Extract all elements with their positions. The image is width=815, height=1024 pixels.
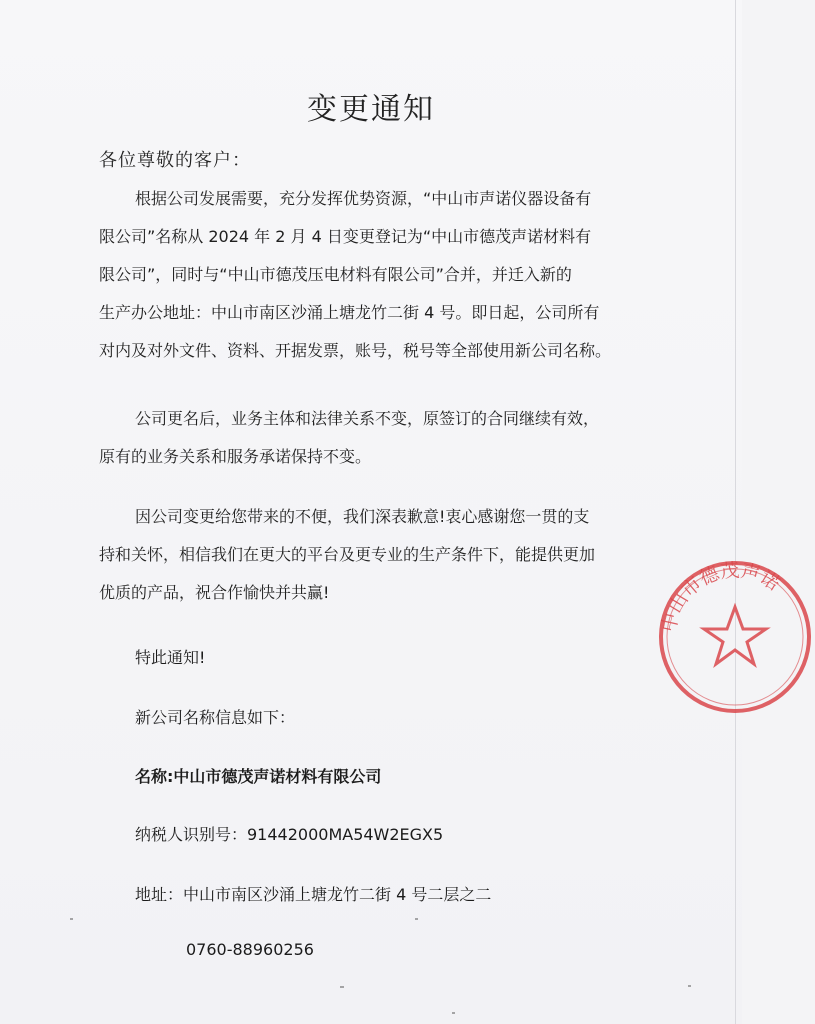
- paragraph-line: 原有的业务关系和服务承诺保持不变。: [99, 447, 372, 466]
- special-notice: 特此通知!: [135, 648, 206, 667]
- paragraph-line: 限公司”，同时与“中山市德茂压电材料有限公司”合并，并迁入新的: [99, 265, 572, 284]
- paragraph-line: 因公司变更给您带来的不便，我们深表歉意!衷心感谢您一贯的支: [135, 507, 590, 526]
- scan-speck: [688, 985, 691, 987]
- paragraph-line: 对内及对外文件、资料、开据发票，账号，税号等全部使用新公司名称。: [99, 341, 612, 360]
- company-name: 名称:中山市德茂声诺材料有限公司: [135, 767, 382, 786]
- paragraph-line: 公司更名后，业务主体和法律关系不变，原签订的合同继续有效，: [135, 409, 600, 428]
- scan-speck: [340, 986, 344, 988]
- paragraph-line: 优质的产品，祝合作愉快并共赢!: [99, 583, 330, 602]
- paragraph-line: 根据公司发展需要，充分发挥优势资源，“中山市声诺仪器设备有: [135, 189, 592, 208]
- paragraph-2: [99, 400, 637, 476]
- scan-speck: [70, 918, 73, 920]
- paragraph-line: 持和关怀，相信我们在更大的平台及更专业的生产条件下，能提供更加: [99, 545, 596, 564]
- paragraph-1: [99, 180, 637, 370]
- phone-number: 0760-88960256: [186, 940, 314, 959]
- scan-speck: [452, 1012, 455, 1014]
- greeting: 各位尊敬的客户：: [99, 150, 251, 171]
- address: 地址：中山市南区沙涌上塘龙竹二街 4 号二层之二: [135, 885, 492, 904]
- document-title: 变更通知: [307, 92, 435, 127]
- paragraph-line: 生产办公地址：中山市南区沙涌上塘龙竹二街 4 号。即日起，公司所有: [99, 303, 600, 322]
- seal-star-icon: [704, 607, 766, 664]
- paragraph-3: [99, 498, 637, 612]
- paragraph-line: 限公司”名称从 2024 年 2 月 4 日变更登记为“中山市德茂声诺材料有: [99, 227, 592, 246]
- page-edge: [735, 0, 736, 1024]
- tax-id: 纳税人识别号：91442000MA54W2EGX5: [135, 825, 444, 844]
- company-seal-icon: [655, 557, 815, 717]
- seal-text: 中山市德茂声诺: [657, 559, 784, 635]
- info-heading: 新公司名称信息如下：: [135, 708, 296, 727]
- scan-speck: [415, 918, 418, 920]
